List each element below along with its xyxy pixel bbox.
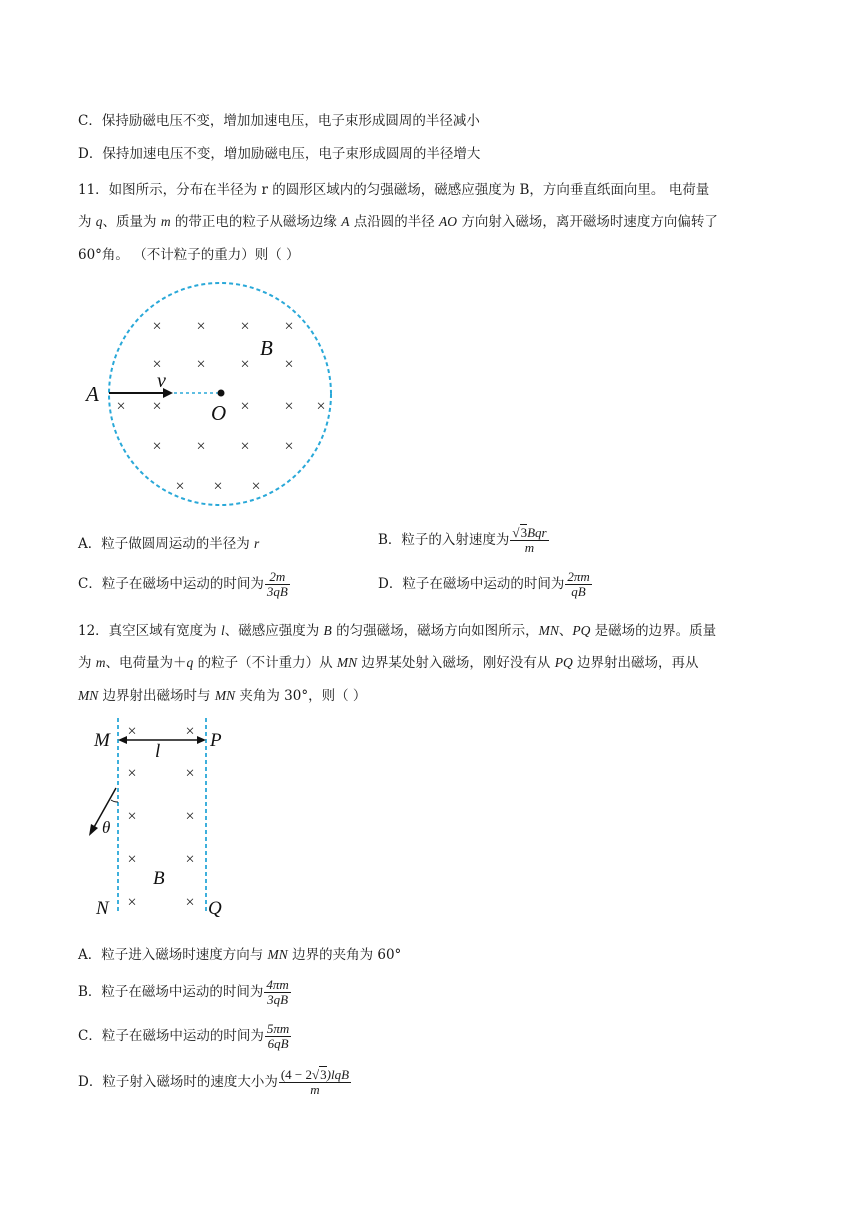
label-b: B	[260, 336, 273, 360]
field-cross: ×	[284, 356, 294, 373]
field-cross: ×	[240, 398, 250, 415]
q12-stem-line1: 12．真空区域有宽度为 l、磁感应强度为 B 的匀强磁场，磁场方向如图所示，MN、PQ 是磁场的边界。质量	[78, 623, 717, 639]
field-cross: ×	[185, 851, 195, 868]
q12-option-d: D．粒子射入磁场时的速度大小为 $\frac{\text{(4 − 2√3)lqB}}{m}$	[78, 1067, 350, 1097]
field-cross: ×	[316, 398, 326, 415]
field-cross: ×	[240, 318, 250, 335]
field-cross: ×	[240, 438, 250, 455]
field-cross: ×	[196, 438, 206, 455]
q12-figure	[80, 712, 250, 924]
label-b: B	[153, 868, 165, 889]
field-cross: ×	[251, 478, 261, 495]
field-cross: ×	[127, 765, 137, 782]
q12-option-b: B．粒子在磁场中运动的时间为 $\frac{4\pi m}{3qB}$	[78, 977, 289, 1007]
q11-option-c: C．粒子在磁场中运动的时间为 $\frac{2m}{3qB}$	[78, 569, 288, 599]
q11-stem-line2: 为 q、质量为 m 的带正电的粒子从磁场边缘 A 点沿圆的半径 AO 方向射入磁场，离开磁场时速度方向偏转了	[78, 214, 718, 230]
q11-option-d: D．粒子在磁场中运动的时间为 $\frac{2\pi m}{qB}$	[378, 569, 590, 599]
width-arrowhead-right	[197, 736, 206, 744]
label-v: v	[157, 370, 166, 392]
particle-velocity-arrowhead	[89, 824, 98, 836]
field-cross: ×	[127, 723, 137, 740]
field-cross: ×	[152, 318, 162, 335]
field-cross: ×	[185, 894, 195, 911]
field-cross: ×	[152, 438, 162, 455]
field-cross: ×	[127, 851, 137, 868]
q10-option-c: C．保持励磁电压不变，增加加速电压，电子束形成圆周的半径减小	[78, 113, 480, 129]
q11-stem-line1: 11．如图所示，分布在半径为 r 的圆形区域内的匀强磁场，磁感应强度为 B，方向垂直纸面向里。 电荷量	[78, 182, 710, 198]
field-cross: ×	[127, 894, 137, 911]
field-cross: ×	[185, 723, 195, 740]
field-cross: ×	[185, 765, 195, 782]
label-m: M	[94, 730, 110, 751]
q11-option-a: A．粒子做圆周运动的半径为 r	[78, 536, 260, 552]
q12-option-c: C．粒子在磁场中运动的时间为 $\frac{5\pi m}{6qB}$	[78, 1021, 290, 1051]
q11-figure	[80, 270, 360, 520]
field-cross: ×	[284, 438, 294, 455]
field-cross: ×	[284, 398, 294, 415]
center-point-o	[218, 390, 225, 397]
field-cross: ×	[185, 808, 195, 825]
q11-option-b: B．粒子的入射速度为 $\frac{\text{√3Bqr}}{m}$	[378, 525, 547, 555]
field-cross: ×	[175, 478, 185, 495]
label-p: P	[210, 730, 222, 751]
field-cross: ×	[240, 356, 250, 373]
q12-stem-line2: 为 m、电荷量为＋q 的粒子（不计重力）从 MN 边界某处射入磁场，刚好没有从 PQ 边界射出磁场，再从	[78, 655, 699, 671]
field-cross: ×	[196, 356, 206, 373]
label-l: l	[155, 741, 161, 762]
q11-stem-line3: 60°角。 （不计粒子的重力）则（ ）	[78, 247, 300, 263]
label-q: Q	[208, 898, 222, 919]
q10-option-d: D．保持加速电压不变，增加励磁电压，电子束形成圆周的半径增大	[78, 146, 481, 162]
label-n: N	[96, 898, 109, 919]
field-cross: ×	[284, 318, 294, 335]
label-theta: θ	[102, 818, 111, 837]
angle-theta-arc	[111, 800, 118, 802]
field-cross: ×	[127, 808, 137, 825]
field-cross: ×	[152, 356, 162, 373]
q12-option-a: A．粒子进入磁场时速度方向与 MN 边界的夹角为 60°	[78, 947, 402, 963]
field-cross: ×	[213, 478, 223, 495]
field-cross: ×	[196, 318, 206, 335]
field-cross: ×	[116, 398, 126, 415]
field-cross: ×	[152, 398, 162, 415]
label-a: A	[86, 382, 99, 406]
label-o: O	[211, 401, 227, 425]
width-arrowhead-left	[118, 736, 127, 744]
q12-stem-line3: MN 边界射出磁场时与 MN 夹角为 30°，则（ ）	[78, 688, 367, 704]
